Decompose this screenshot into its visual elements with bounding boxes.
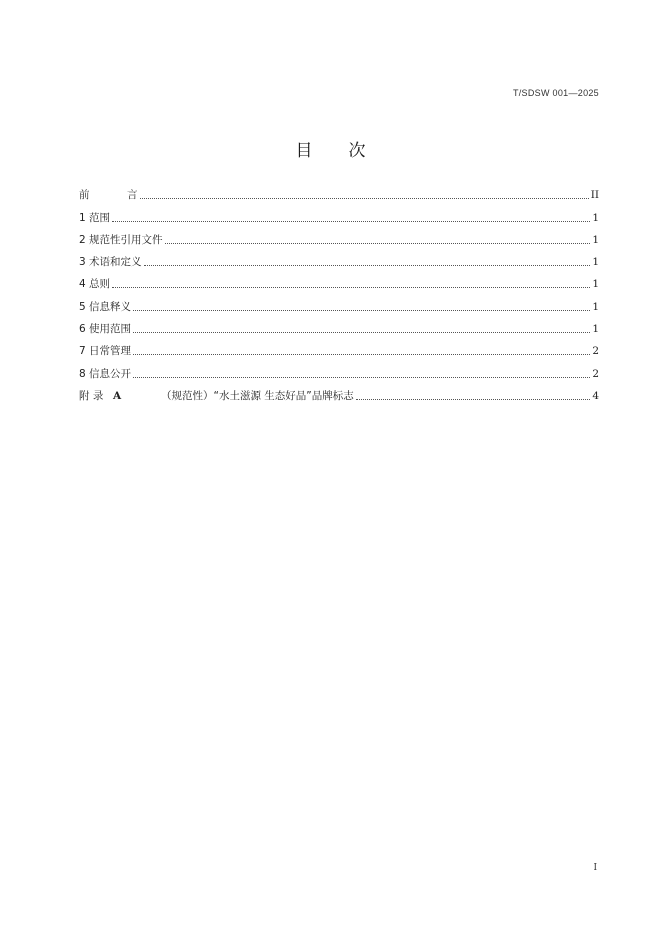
toc-leader-dots	[133, 353, 590, 355]
toc-entry-label: 1 范围	[79, 211, 111, 224]
toc-appendix-letter: A	[113, 389, 122, 402]
page-number: I	[593, 863, 597, 873]
toc-title-char-1: 目	[295, 141, 313, 161]
toc-entry-page: 1	[592, 211, 599, 224]
toc-entry-scope-of-use[interactable]	[79, 314, 599, 336]
toc-leader-dots	[356, 398, 591, 400]
toc-entry-page: 1	[592, 323, 599, 336]
toc-entry-label: 8 信息公开	[79, 367, 132, 380]
toc-entry-page: 4	[592, 389, 599, 402]
toc-entry-scope[interactable]	[79, 202, 599, 224]
toc-leader-dots	[133, 309, 590, 311]
toc-leader-dots	[133, 331, 590, 333]
toc-leader-dots	[165, 242, 591, 244]
toc-entry-page: 2	[592, 345, 599, 358]
toc-entry-page: II	[590, 189, 599, 202]
toc-label-part-a: 前	[79, 189, 90, 202]
toc-appendix-prefix: 附 录	[79, 389, 104, 402]
toc-appendix-title: （规范性）“水土滋源 生态好品”品牌标志	[161, 389, 354, 402]
toc-leader-dots	[112, 286, 590, 288]
toc-entry-general[interactable]	[79, 269, 599, 291]
toc-entry-daily-management[interactable]	[79, 336, 599, 358]
toc-entry-label: 4 总则	[79, 278, 111, 291]
toc-entry-label: 5 信息释义	[79, 300, 132, 313]
toc-entry-label	[79, 188, 138, 202]
toc-title	[0, 136, 661, 161]
toc-entry-page: 1	[592, 278, 599, 291]
toc-entry-label: 7 日常管理	[79, 345, 132, 358]
toc-entry-normative-references[interactable]	[79, 225, 599, 247]
toc-entry-label	[79, 389, 354, 403]
toc-label-part-b: 言	[127, 189, 138, 202]
toc-title-char-2: 次	[348, 141, 366, 161]
standard-code: T/SDSW 001—2025	[512, 88, 599, 98]
toc-entry-information-disclosure[interactable]	[79, 358, 599, 380]
toc-entry-label: 3 术语和定义	[79, 256, 142, 269]
toc-entry-page: 1	[592, 300, 599, 313]
toc-entry-information-interpretation[interactable]	[79, 291, 599, 313]
toc-entry-label: 2 规范性引用文件	[79, 233, 163, 246]
toc-entry-label: 6 使用范围	[79, 323, 132, 336]
toc-entry-page: 1	[592, 233, 599, 246]
toc-leader-dots	[133, 376, 590, 378]
toc-leader-dots	[112, 220, 590, 222]
toc-leader-dots	[144, 264, 591, 266]
toc-entry-terms-definitions[interactable]	[79, 247, 599, 269]
toc-entry-page: 1	[592, 256, 599, 269]
toc-list	[79, 180, 599, 403]
toc-leader-dots	[140, 197, 589, 199]
toc-entry-foreword[interactable]	[79, 180, 599, 202]
toc-entry-appendix-a[interactable]	[79, 381, 599, 403]
toc-entry-page: 2	[592, 367, 599, 380]
